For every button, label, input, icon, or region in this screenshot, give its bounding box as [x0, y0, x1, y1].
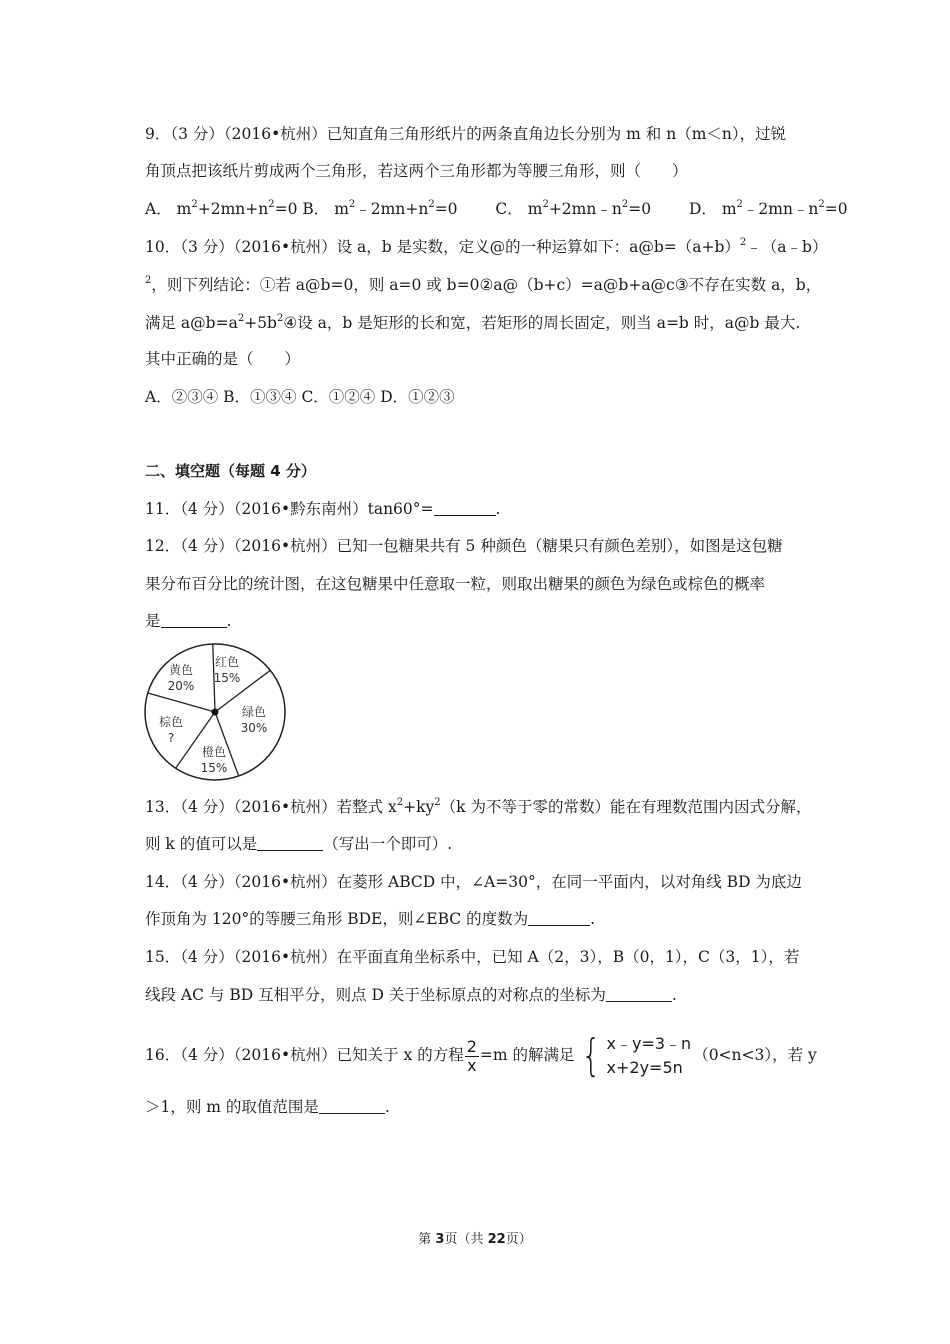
slice-label-yellow-value: 20% [167, 679, 195, 693]
q10-options: A．②③④ B．①③④ C．①②④ D．①②③ [145, 388, 455, 406]
q9-option-d: D． $m^2﹣2mn﹣n^2=0$ [688, 199, 848, 218]
q15-line1: 15．（4 分）（2016•杭州）在平面直角坐标系中，已知 A（2，3），B（0，1），C（3，1），若 [145, 948, 800, 966]
q16-line1: 16．（4 分）（2016•杭州）已知关于 x 的方程 $\frac{2}{x}$ =m 的解满足 { x﹣y=3﹣n x+2y=5n （0<n<3），若 y [145, 1030, 817, 1081]
answer-blank [257, 836, 323, 851]
q10-line2: $^2$，则下列结论：①若 a@b=0，则 a=0 或 b=0②a@（b+c）=a@b+a@c③不存在实数 a，b， [145, 275, 822, 294]
slice-label-red-value: 15% [213, 671, 241, 685]
answer-blank [606, 987, 672, 1002]
q11-line: 11．（4 分）（2016•黔东南州）tan60°= . [145, 500, 501, 518]
answer-blank [528, 911, 590, 926]
q9-option-c: C． $m^2+2mn﹣n^2=0$ [495, 199, 652, 218]
slice-label-green-name: 绿色 [241, 705, 267, 719]
slice-label-brown-name: 棕色 [158, 715, 184, 729]
slice-label-orange-name: 橙色 [201, 745, 227, 759]
page-footer: 第 3页（共 22页） [418, 1232, 532, 1247]
q10-line3: 满足 $a@b=a^2+5b^2④$设 a，b 是矩形的长和宽，若矩形的周长固定，则当 a=b 时，a@b 最大. [145, 313, 801, 332]
answer-blank [319, 1099, 385, 1114]
q16-line2: ＞1，则 m 的取值范围是 . [145, 1098, 390, 1116]
q9-line2: 角顶点把该纸片剪成两个三角形，若这两个三角形都为等腰三角形，则（ ） [145, 162, 688, 180]
left-brace-icon: { [580, 1030, 601, 1081]
q14-line1: 14．（4 分）（2016•杭州）在菱形 ABCD 中，∠A=30°，在同一平面内，以对角线 BD 为底边 [145, 873, 802, 891]
pie-center-dot [212, 709, 219, 716]
equation-system: { x﹣y=3﹣n x+2y=5n [580, 1030, 692, 1081]
slice-label-brown-value: ? [167, 731, 175, 745]
q12-line1: 12．（4 分）（2016•杭州）已知一包糖果共有 5 种颜色（糖果只有颜色差别），如图是这包糖 [145, 537, 783, 555]
q14-line2: 作顶角为 120°的等腰三角形 BDE，则∠EBC 的度数为 . [145, 910, 596, 928]
q9-line1: 9．（3 分）（2016•杭州）已知直角三角形纸片的两条直角边长分别为 m 和 n（m＜n），过锐 [145, 125, 787, 143]
q13-line1: 13．（4 分）（2016•杭州）若整式 $x^2+ky^2(k$ 为不等于零的常数）能在有理数范围内因式分解， [145, 797, 812, 816]
slice-label-yellow-name: 黄色 [168, 663, 194, 677]
q12-line3: 是 . [145, 612, 232, 630]
q9-options [145, 199, 848, 219]
slice-label-green-value: 30% [240, 721, 268, 735]
answer-blank [161, 613, 227, 628]
answer-blank [434, 501, 496, 516]
slice-label-red-name: 红色 [214, 655, 240, 669]
q10-line1: 10．（3 分）（2016•杭州）设 a，b 是实数，定义@的一种运算如下：$a@b=(a+b)^2﹣(a﹣b)$ [145, 237, 828, 256]
q15-line2: 线段 AC 与 BD 互相平分，则点 D 关于坐标原点的对称点的坐标为 . [145, 986, 677, 1004]
section-title: 二、填空题（每题 4 分） [145, 462, 316, 480]
q9-option-b: B． $m^2﹣2mn+n^2=0$ [302, 199, 458, 218]
q13-line2: 则 k 的值可以是 （写出一个即可）. [145, 835, 453, 853]
q10-line4: 其中正确的是（ ） [145, 350, 301, 368]
slice-label-orange-value: 15% [200, 761, 228, 775]
q12-line2: 果分布百分比的统计图，在这包糖果中任意取一粒，则取出糖果的颜色为绿色或棕色的概率 [145, 575, 766, 593]
q9-option-a: A． $m^2+2mn+n^2=0$ [145, 199, 298, 218]
candy-pie-chart [143, 642, 287, 782]
fraction-2-over-x: $\frac{2}{x}$ [466, 1036, 477, 1075]
